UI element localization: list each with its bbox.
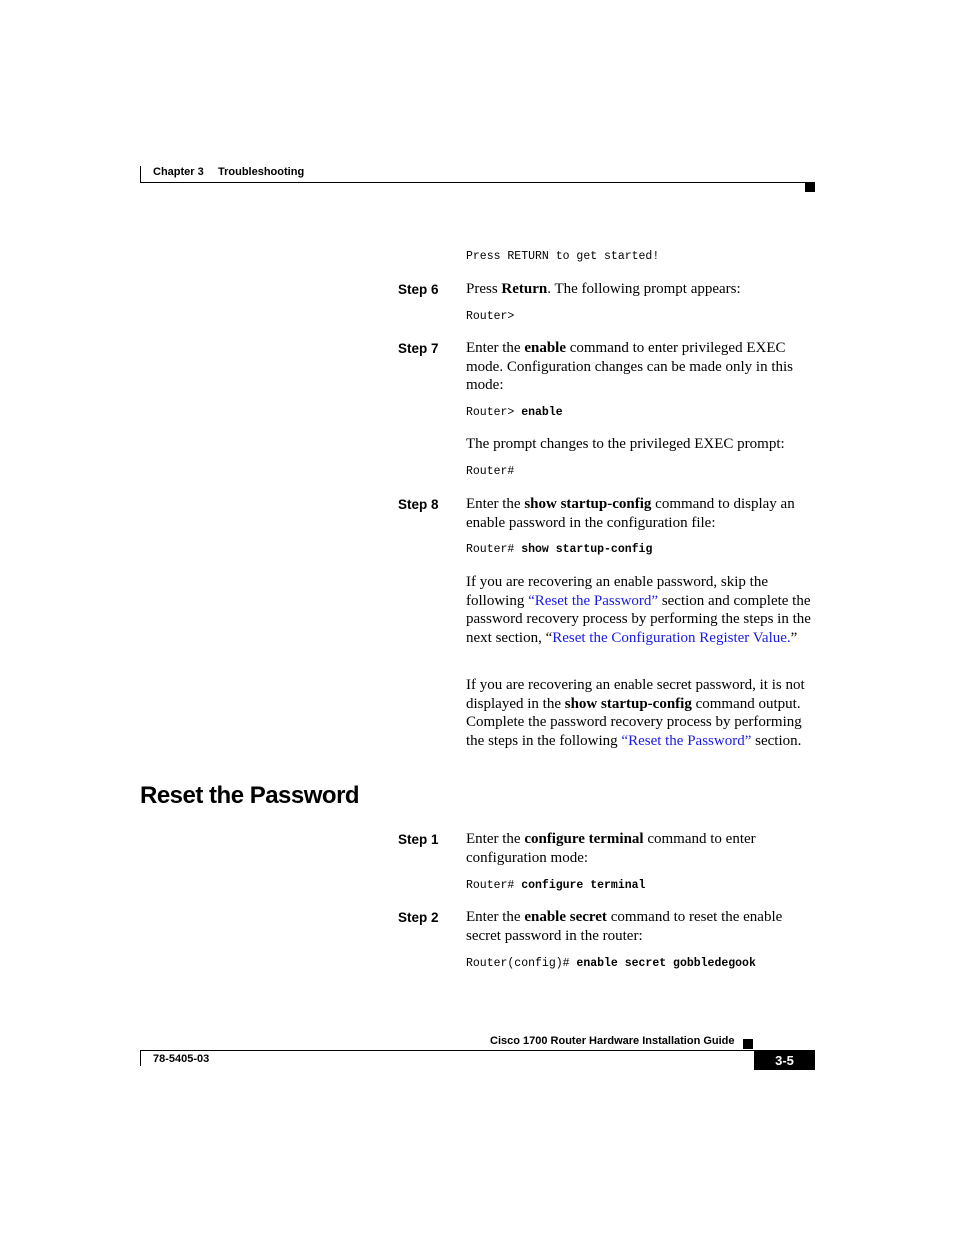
code-configure-terminal: Router# configure terminal (466, 879, 646, 892)
footer-left-tick (140, 1050, 141, 1066)
header-rule (140, 182, 815, 183)
page-number-box (754, 1050, 815, 1070)
footer-doc-number: 78-5405-03 (153, 1053, 210, 1065)
header-corner-block (805, 183, 815, 192)
header-section: Troubleshooting (218, 166, 305, 178)
code-enable: Router> enable (466, 406, 563, 419)
header-chapter: Chapter 3 (153, 166, 204, 178)
step-2-label: Step 2 (398, 910, 439, 925)
step-1-text: Enter the configure terminal command to enter configuration mode: (466, 831, 756, 866)
footer-guide-title: Cisco 1700 Router Hardware Installation Guide (490, 1035, 735, 1047)
step-8-paragraph-2: If you are recovering an enable secret password, it is not displayed in the show startup-config command output. Complete the password recovery process by performing the steps in the following “Reset the Password” section. (466, 677, 805, 750)
link-reset-config-register[interactable]: Reset the Configuration Register Value. (552, 630, 791, 647)
step-7-note: The prompt changes to the privileged EXEC prompt: (466, 436, 785, 452)
link-reset-password-2[interactable]: “Reset the Password” (621, 733, 752, 750)
footer-rule (140, 1050, 815, 1051)
step-1-label: Step 1 (398, 832, 439, 847)
step-7-text: Enter the enable command to enter privileged EXEC mode. Configuration changes can be made only in this mode: (466, 340, 794, 394)
page-number: 3-5 (775, 1052, 794, 1068)
link-reset-password[interactable]: “Reset the Password” (528, 592, 659, 609)
step-8-paragraph-1: If you are recovering an enable password, skip the following “Reset the Password” section and complete the password recovery process by performing the steps in the next section, “Reset the Configuration Register Value.” (466, 574, 811, 647)
code-enable-secret: Router(config)# enable secret gobbledegook (466, 957, 756, 970)
step-8-text: Enter the show startup-config command to display an enable password in the configuration file: (466, 496, 795, 531)
header-left-tick (140, 166, 141, 182)
step-8-label: Step 8 (398, 497, 439, 512)
step-7-label: Step 7 (398, 341, 439, 356)
code-show-startup: Router# show startup-config (466, 543, 653, 556)
step-2-text: Enter the enable secret command to reset the enable secret password in the router: (466, 909, 783, 944)
footer-corner-block (743, 1039, 753, 1049)
step-6-label: Step 6 (398, 282, 439, 297)
step-6-text: Press Return. The following prompt appears: (466, 281, 741, 297)
section-title: Reset the Password (140, 782, 360, 809)
code-router-prompt: Router> (466, 310, 515, 323)
code-router-hash: Router# (466, 465, 515, 478)
code-press-return: Press RETURN to get started! (466, 250, 660, 263)
